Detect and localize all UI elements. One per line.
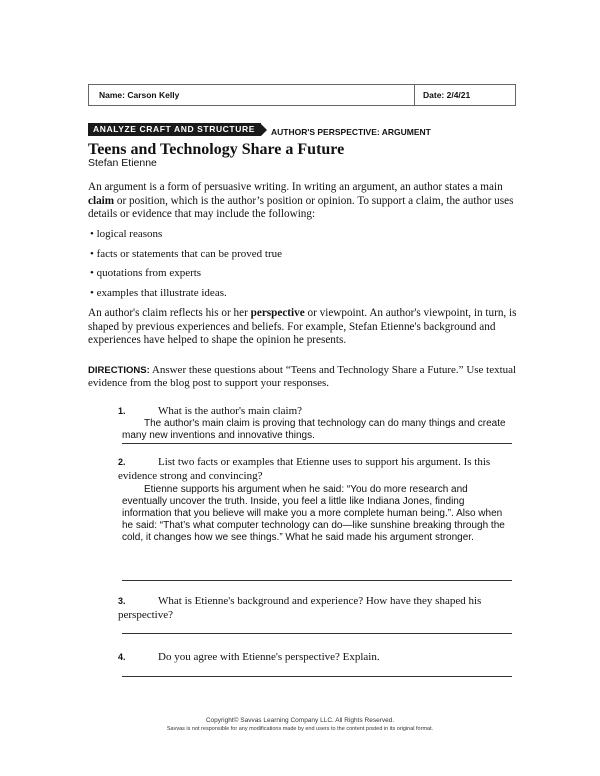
answer-line [122, 443, 512, 444]
intro-paragraph: An argument is a form of persuasive writing. In writing an argument, an author states a main claim or position, which is the author’s position or opinion. To support a claim, the author uses details or evidence that may include the following: [88, 181, 514, 220]
question-4: 4. Do you agree with Etienne's perspective? Explain. [118, 651, 380, 663]
section-banner [88, 123, 431, 136]
perspective-term: perspective [250, 307, 305, 319]
answer-line[interactable] [122, 676, 512, 677]
question-3: 3. What is Etienne's background and experience? How have they shaped his perspective? [118, 595, 482, 621]
assignment-date: Date: 2/4/21 [423, 90, 471, 100]
article-title: Teens and Technology Share a Future [88, 141, 345, 158]
student-info-box [88, 84, 516, 106]
list-item: • quotations from experts [90, 267, 202, 279]
banner-subtitle: AUTHOR'S PERSPECTIVE: ARGUMENT [270, 127, 431, 137]
directions-label: DIRECTIONS: [88, 365, 150, 376]
student-name: Name: Carson Kelly [89, 85, 415, 105]
list-item: • facts or statements that can be proved true [90, 247, 283, 260]
perspective-paragraph: An author's claim reflects his or her perspective or viewpoint. An author's viewpoint, in turn, is shaped by previous experiences and beliefs. For example, Stefan Etienne's background and experiences have helped to shape the opinion he presents. [88, 307, 517, 346]
claim-term: claim [88, 194, 115, 207]
answer-line [122, 580, 512, 581]
evidence-list [90, 228, 282, 306]
banner-tag: ANALYZE CRAFT AND STRUCTURE [88, 123, 261, 136]
question-2: 2. List two facts or examples that Etienne uses to support his argument. Is this evidence strong and convincing? [118, 456, 491, 482]
answer-2[interactable]: Etienne supports his argument when he said: “You do more research and eventually uncover the truth. Inside, you feel a little like Indiana Jones, finding information that you believe will make you a more complete human being.”. Also when he said: “That’s what computer technology can do—like sunshine breaking through the cold, it changes how we see things.” What he said made his argument stronger. [122, 484, 505, 543]
article-author: Stefan Etienne [88, 157, 157, 169]
banner-arrow-icon [261, 124, 267, 136]
footer-copyright: Copyright© Savvas Learning Company LLC. All Rights Reserved. [205, 717, 395, 724]
list-item: • logical reasons [90, 228, 163, 240]
answer-1[interactable]: The author's main claim is proving that technology can do many things and create many new inventions and innovative things. [122, 418, 506, 441]
list-item: • examples that illustrate ideas. [90, 286, 227, 299]
question-1: 1. What is the author's main claim? [118, 405, 303, 417]
footer-disclaimer: Savvas is not responsible for any modifications made by end users to the content posted in its original format. [166, 726, 434, 732]
directions: DIRECTIONS: Answer these questions about “Teens and Technology Share a Future.” Use textual evidence from the blog post to support your responses. [88, 364, 517, 389]
answer-line[interactable] [122, 633, 512, 634]
